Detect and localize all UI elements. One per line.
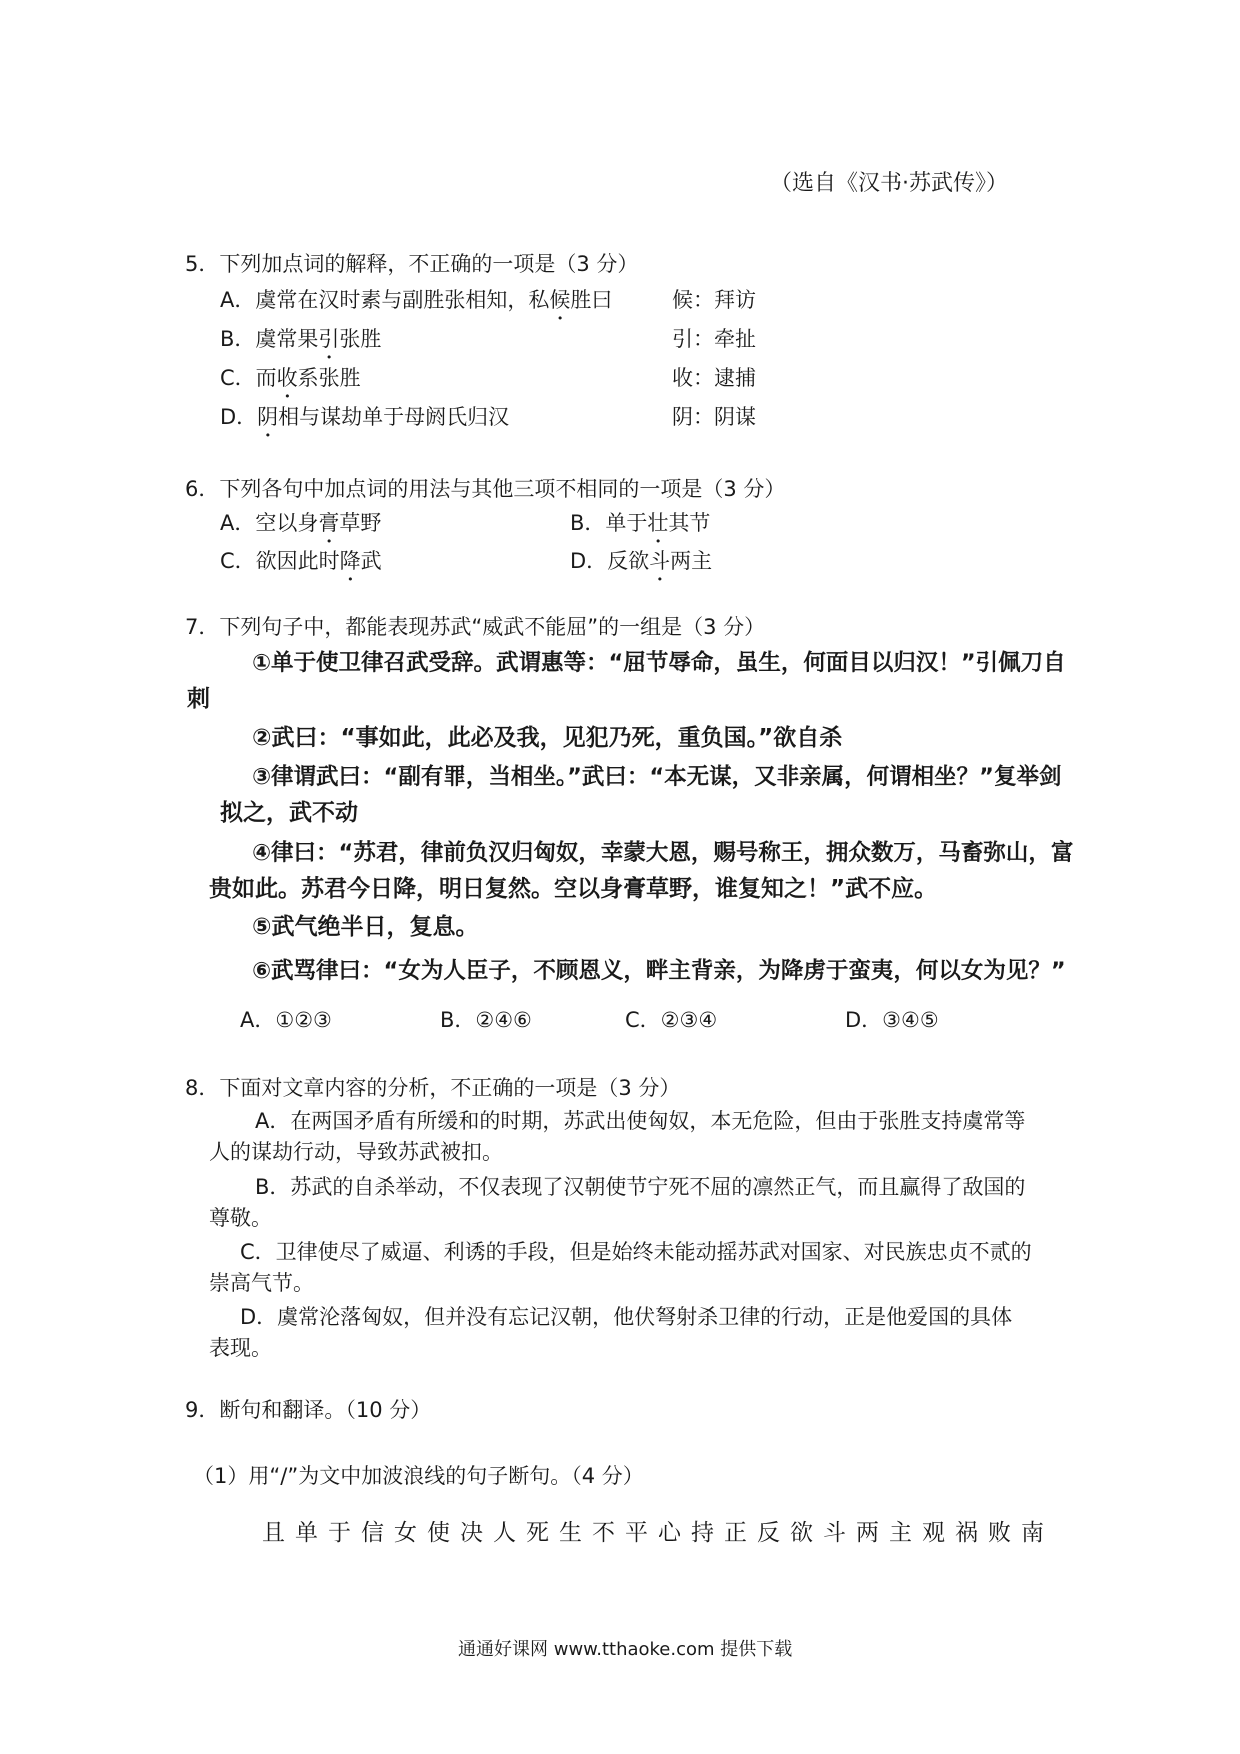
q5-option-b: B．虞常果引张胜 — [220, 327, 382, 351]
q8-option-c: C．卫律使尽了威逼、利诱的手段，但是始终未能动摇苏武对国家、对民族忠贞不贰的 — [240, 1240, 1032, 1264]
q9-stem: 9．断句和翻译。（10 分） — [185, 1398, 432, 1422]
q8-option-c-cont: 崇高气节。 — [209, 1271, 314, 1295]
q7-sentence-2: ②武曰：“事如此，此必及我，见犯乃死，重负国。”欲自杀 — [252, 725, 843, 751]
q7-sentence-1: ①单于使卫律召武受辞。武谓惠等：“屈节辱命，虽生，何面目以归汉！”引佩刀自 — [252, 650, 1066, 676]
q5-gloss-a: 候：拜访 — [672, 288, 756, 312]
q7-stem: 7．下列句子中，都能表现苏武“威武不能屈”的一组是（3 分） — [185, 615, 766, 639]
page-footer: 通通好课网 www.tthaoke.com 提供下载 — [458, 1639, 793, 1660]
q8-option-a: A．在两国矛盾有所缓和的时期，苏武出使匈奴，本无危险，但由于张胜支持虞常等 — [255, 1109, 1026, 1133]
q5-option-d: D．阴相与谋劫单于母阏氏归汉 — [220, 405, 510, 429]
q7-sentence-3: ③律谓武曰：“副有罪，当相坐。”武曰：“本无谋，又非亲属，何谓相坐？”复举剑 — [252, 764, 1062, 790]
q8-option-b-cont: 尊敬。 — [209, 1206, 272, 1230]
q7-sentence-1-cont: 刺 — [187, 686, 210, 712]
q7-sentence-5: ⑤武气绝半日，复息。 — [252, 914, 479, 940]
q6-option-c: C．欲因此时降武 — [220, 549, 382, 573]
q5-gloss-c: 收：逮捕 — [672, 366, 756, 390]
q6-option-d: D．反欲斗两主 — [570, 549, 713, 573]
q7-sentence-4: ④律曰：“苏君，律前负汉归匈奴，幸蒙大恩，赐号称王，拥众数万，马畜弥山，富 — [252, 840, 1074, 866]
q7-option-a: A．①②③ — [240, 1008, 332, 1032]
q7-sentence-4-cont: 贵如此。苏君今日降，明日复然。空以身膏草野，谁复知之！”武不应。 — [209, 876, 938, 902]
q8-option-d-cont: 表现。 — [209, 1336, 272, 1360]
source-citation: （选自《汉书·苏武传》） — [770, 171, 1008, 196]
q7-option-c: C．②③④ — [625, 1008, 718, 1032]
q5-gloss-d: 阴：阴谋 — [672, 405, 756, 429]
q7-option-b: B．②④⑥ — [440, 1008, 532, 1032]
q6-option-a: A．空以身膏草野 — [220, 511, 382, 535]
q5-gloss-b: 引：牵扯 — [672, 327, 756, 351]
q5-option-a: A．虞常在汉时素与副胜张相知，私候胜曰 — [220, 288, 613, 312]
q7-sentence-6: ⑥武骂律曰：“女为人臣子，不顾恩义，畔主背亲，为降虏于蛮夷，何以女为见？” — [252, 958, 1066, 984]
q7-sentence-3-cont: 拟之，武不动 — [220, 800, 358, 826]
q8-stem: 8．下面对文章内容的分析，不正确的一项是（3 分） — [185, 1076, 681, 1100]
q8-option-b: B．苏武的自杀举动，不仅表现了汉朝使节宁死不屈的凛然正气，而且赢得了敌国的 — [255, 1175, 1026, 1199]
q6-stem: 6．下列各句中加点词的用法与其他三项不相同的一项是（3 分） — [185, 477, 786, 501]
q8-option-a-cont: 人的谋劫行动，导致苏武被扣。 — [209, 1140, 503, 1164]
q6-option-b: B．单于壮其节 — [570, 511, 711, 535]
q5-option-c: C．而收系张胜 — [220, 366, 361, 390]
q5-stem: 5．下列加点词的解释，不正确的一项是（3 分） — [185, 252, 639, 276]
q9-passage: 且单于信女使决人死生不平心持正反欲斗两主观祸败南 — [262, 1520, 1054, 1546]
q7-option-d: D．③④⑤ — [845, 1008, 939, 1032]
q8-option-d: D．虞常沦落匈奴，但并没有忘记汉朝，他伏弩射杀卫律的行动，正是他爱国的具体 — [240, 1305, 1013, 1329]
q9-sub1: （1）用“/”为文中加波浪线的句子断句。（4 分） — [193, 1464, 644, 1488]
